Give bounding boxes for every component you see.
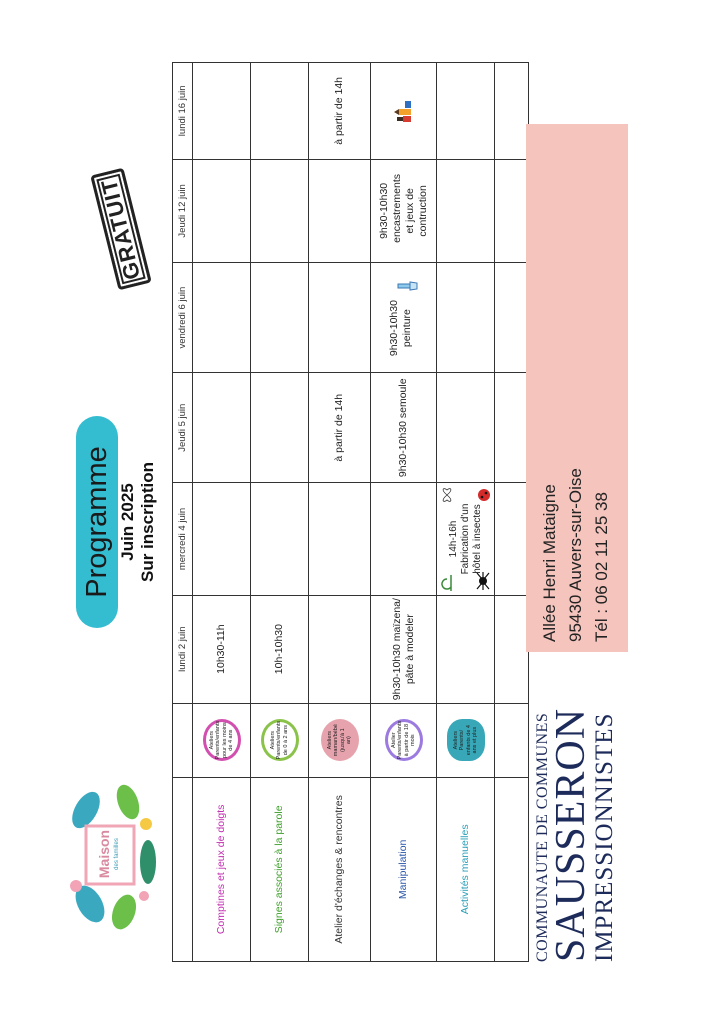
schedule-cell: [251, 373, 309, 483]
schedule-cell: [495, 263, 529, 373]
schedule-cell: 9h30-10h30 maïzena/ pâte à modeler: [371, 595, 437, 703]
activity-name: [495, 777, 529, 961]
schedule-cell: [495, 373, 529, 483]
schedule-cell: [437, 63, 495, 160]
table-row: [251, 63, 309, 962]
schedule-cell: [193, 159, 251, 262]
ladybug-icon: [476, 487, 492, 503]
day-header: mercredi 4 juin: [173, 483, 193, 595]
schedule-cell: [309, 63, 371, 160]
audience-cell: [371, 703, 437, 777]
day-header: Jeudi 5 juin: [173, 373, 193, 483]
schedule-cell: [251, 63, 309, 160]
activity-name: Atelier d'échanges & rencontres: [309, 777, 371, 961]
schedule-cell: 10h-10h30: [251, 595, 309, 703]
butterfly-icon: [440, 487, 454, 503]
header-empty: [173, 777, 193, 961]
schedule-text: 14h-16h Fabrication d'un hôtel à insectes: [447, 503, 483, 575]
day-header: lundi 16 juin: [173, 63, 193, 160]
program-table: [172, 62, 529, 962]
spider-icon: [474, 571, 492, 591]
schedule-text: à partir de 14h: [333, 76, 345, 145]
schedule-cell: [251, 483, 309, 595]
table-header-row: [173, 63, 193, 962]
day-header: lundi 2 juin: [173, 595, 193, 703]
program-title: Programme: [76, 416, 118, 628]
schedule-cell: [251, 263, 309, 373]
table-row: [371, 63, 437, 962]
contact-box: [526, 124, 628, 652]
free-stamp: GRATUIT: [90, 168, 152, 291]
activity-name: Signes associés à la parole: [251, 777, 309, 961]
community-line-2: SAUSSERON: [548, 707, 594, 962]
schedule-cell: [309, 159, 371, 262]
audience-badge: Atelier Parents/enfants à partir de 18 mois: [385, 719, 423, 761]
table-row: [495, 63, 529, 962]
snail-icon: [439, 571, 453, 593]
schedule-cell: [495, 483, 529, 595]
schedule-cell: [495, 595, 529, 703]
address-text: Allée Henri Mataigne: [540, 484, 559, 642]
audience-cell: [495, 703, 529, 777]
maison-des-familles-logo: [62, 782, 158, 932]
program-month: Juin 2025: [118, 483, 137, 561]
program-registration-note: Sur inscription: [138, 462, 157, 582]
schedule-cell: [371, 63, 437, 160]
table-row: [309, 63, 371, 962]
schedule-cell: [495, 63, 529, 160]
activity-name: Manipulation: [371, 777, 437, 961]
audience-badge: Ateliers maman/bébé (jusqu'à 1 an): [321, 719, 359, 761]
schedule-cell: [437, 373, 495, 483]
schedule-cell: [309, 263, 371, 373]
audience-badge: Ateliers Parents/enfants pour les moins de 4 ans: [203, 719, 241, 761]
schedule-cell: [193, 63, 251, 160]
schedule-cell: à partir de 14h: [309, 373, 371, 483]
schedule-cell: [309, 483, 371, 595]
audience-cell: [251, 703, 309, 777]
table-row: [437, 63, 495, 962]
schedule-cell: [437, 595, 495, 703]
maison-logo-subtext: des familles: [114, 838, 120, 870]
schedule-cell: [193, 483, 251, 595]
schedule-text: 9h30-10h30 encastrements et jeux de contruction: [377, 174, 429, 243]
audience-cell: [309, 703, 371, 777]
schedule-cell: 10h30-11h: [193, 595, 251, 703]
schedule-cell: [193, 263, 251, 373]
schedule-cell: [437, 483, 495, 595]
audience-cell: [437, 703, 495, 777]
schedule-cell: [495, 159, 529, 262]
phone-text: Tél : 06 02 11 25 38: [592, 492, 611, 642]
schedule-cell: [371, 483, 437, 595]
schedule-cell: [251, 159, 309, 262]
day-header: Jeudi 12 juin: [173, 159, 193, 262]
paintbrush-icon: [397, 277, 419, 295]
schedule-cell: 9h30-10h30 semoule: [371, 373, 437, 483]
schedule-cell: [371, 159, 437, 262]
building-blocks-icon: [391, 98, 413, 124]
activity-name: Activités manuelles: [437, 777, 495, 961]
schedule-cell: [193, 373, 251, 483]
community-line-3: IMPRESSIONNISTES: [591, 712, 618, 962]
header-empty: [173, 703, 193, 777]
community-logo: [530, 662, 620, 962]
audience-cell: [193, 703, 251, 777]
activity-name: Comptines et jeux de doigts: [193, 777, 251, 961]
schedule-cell: [371, 263, 437, 373]
table-row: [193, 63, 251, 962]
audience-badge: Ateliers Parents/enfants de 0 à 2 ans: [261, 719, 299, 761]
community-line-1: COMMUNAUTE DE COMMUNES: [534, 712, 551, 962]
schedule-cell: [309, 595, 371, 703]
schedule-text: 9h30-10h30 peinture: [388, 300, 414, 357]
day-header: vendredi 6 juin: [173, 263, 193, 373]
city-text: 95430 Auvers-sur-Oise: [566, 468, 585, 642]
schedule-cell: [437, 263, 495, 373]
maison-logo-text: Maison: [96, 829, 112, 879]
schedule-cell: [437, 159, 495, 262]
audience-badge: Ateliers Parents/ enfants de 4 ans et plus: [447, 719, 485, 761]
